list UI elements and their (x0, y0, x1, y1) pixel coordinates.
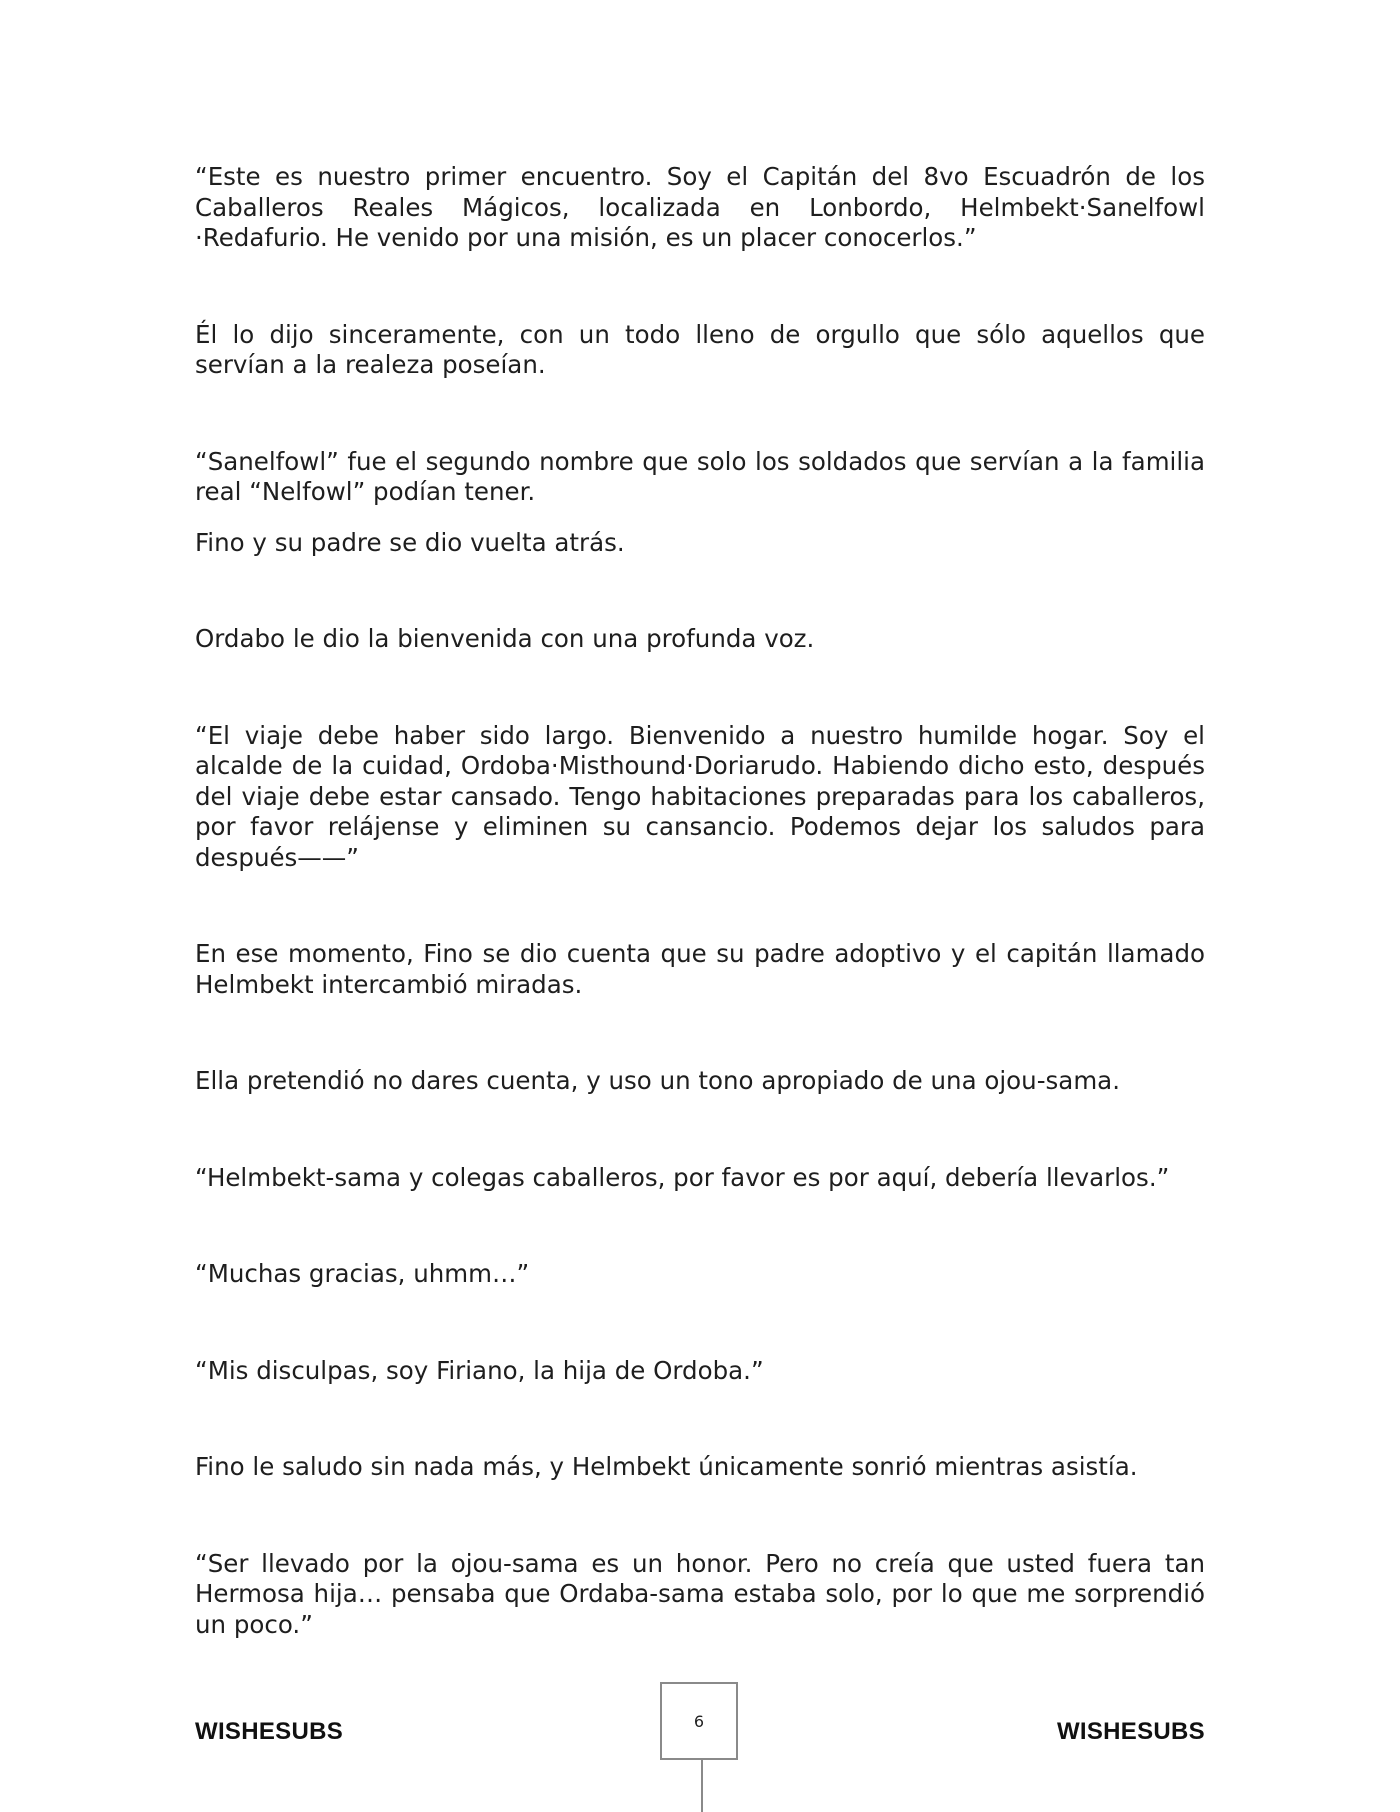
paragraph: “Helmbekt-sama y colegas caballeros, por favor es por aquí, debería llevarlos.” (195, 1162, 1170, 1192)
footer-left-label: WISHESUBS (195, 1718, 344, 1745)
paragraph: En ese momento, Fino se dio cuenta que su padre adoptivo y el capitán llamado Helmbekt intercambió miradas. (195, 939, 1205, 999)
paragraph: Ordabo le dio la bienvenida con una profunda voz. (195, 624, 815, 653)
paragraph: “Ser llevado por la ojou-sama es un honor. Pero no creía que usted fuera tan Hermosa hija… pensaba que Ordaba-sama estaba solo, por lo que me sorprendió un poco.” (195, 1548, 1205, 1639)
paragraph: Fino y su padre se dio vuelta atrás. (195, 527, 625, 557)
paragraph: “Mis disculpas, soy Firiano, la hija de Ordoba.” (195, 1355, 764, 1385)
page-number-stem (701, 1760, 703, 1812)
paragraph: Fino le saludo sin nada más, y Helmbekt únicamente sonrió mientras asistía. (195, 1452, 1138, 1481)
page-number-box (660, 1682, 738, 1760)
paragraph: “Muchas gracias, uhmm…” (195, 1259, 530, 1288)
page-number: 6 (693, 1712, 705, 1731)
paragraph: “Sanelfowl” fue el segundo nombre que solo los soldados que servían a la familia real “Nelfowl” podían tener. (195, 446, 1205, 506)
paragraph: Ella pretendió no dares cuenta, y uso un tono apropiado de una ojou-sama. (195, 1066, 1120, 1095)
paragraph: “El viaje debe haber sido largo. Bienvenido a nuestro humilde hogar. Soy el alcalde de la cuidad, Ordoba·Misthound·Doriarudo. Habiendo dicho esto, después del viaje debe estar cansado. Tengo habitaciones preparadas para los caballeros, por favor relájense y eliminen su cansancio. Podemos dejar los saludos para después——” (195, 720, 1205, 872)
paragraph: “Este es nuestro primer encuentro. Soy el Capitán del 8vo Escuadrón de los Caballeros Reales Mágicos, localizada en Lonbordo, Helmbekt·Sanelfowl ·Redafurio. He venido por una misión, es un placer conocerlos.” (195, 162, 1205, 252)
document-body (195, 162, 1205, 1640)
footer-right-label: WISHESUBS (1056, 1718, 1205, 1745)
paragraph: Él lo dijo sinceramente, con un todo lleno de orgullo que sólo aquellos que servían a la realeza poseían. (195, 319, 1205, 379)
